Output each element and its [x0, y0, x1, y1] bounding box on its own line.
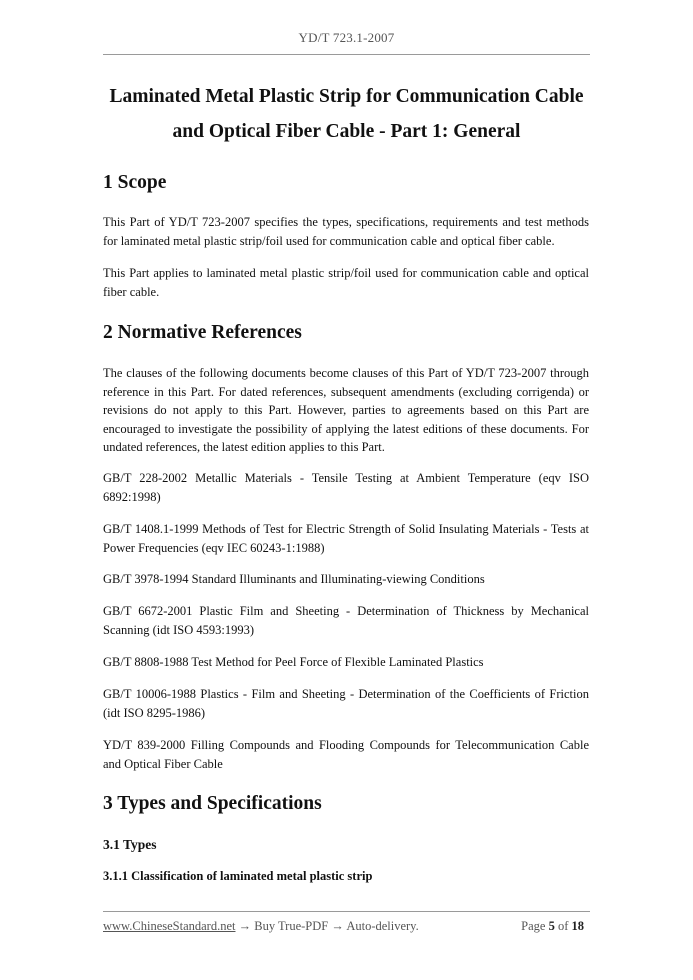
- auto-delivery-text: Auto-delivery.: [346, 919, 419, 933]
- running-header: YD/T 723.1-2007: [298, 30, 395, 45]
- page-label: Page: [521, 919, 546, 933]
- total-pages: 18: [571, 919, 584, 933]
- scope-paragraph-1: This Part of YD/T 723-2007 specifies the types, specifications, requirements and test methods for laminated metal plastic strip/foil used for communication cable and optical fiber cable.: [103, 215, 589, 248]
- of-label: of: [557, 919, 569, 933]
- document-title-line-1: Laminated Metal Plastic Strip for Communication Cable: [109, 86, 584, 107]
- page-number: [521, 919, 584, 934]
- current-page: 5: [548, 919, 555, 933]
- reference-item: GB/T 228-2002 Metallic Materials - Tensile Testing at Ambient Temperature (eqv ISO 6892:1998): [103, 471, 589, 504]
- heading-normative-references: 2 Normative References: [103, 322, 302, 343]
- header-rule: [103, 54, 590, 55]
- heading-types-and-specifications: 3 Types and Specifications: [103, 793, 322, 814]
- arrow-right-icon: →: [331, 919, 344, 933]
- buy-true-pdf-text: Buy True-PDF: [254, 919, 329, 933]
- footer-promo: [103, 919, 419, 934]
- heading-3-1-types: 3.1 Types: [103, 837, 157, 852]
- heading-3-1-1-classification: 3.1.1 Classification of laminated metal plastic strip: [103, 869, 373, 883]
- scope-paragraph-2: This Part applies to laminated metal plastic strip/foil used for communication cable and optical fiber cable.: [103, 266, 589, 299]
- site-link[interactable]: www.ChineseStandard.net: [103, 919, 236, 933]
- reference-item: GB/T 10006-1988 Plastics - Film and Sheeting - Determination of the Coefficients of Friction (idt ISO 8295-1986): [103, 687, 589, 720]
- heading-scope: 1 Scope: [103, 172, 167, 193]
- reference-item: YD/T 839-2000 Filling Compounds and Flooding Compounds for Telecommunication Cable and Optical Fiber Cable: [103, 738, 589, 771]
- document-title-line-2: and Optical Fiber Cable - Part 1: General: [172, 121, 521, 142]
- footer-rule: [103, 911, 590, 912]
- normative-intro-paragraph: The clauses of the following documents become clauses of this Part of YD/T 723-2007 through reference in this Part. For dated references, subsequent amendments (excluding corrigenda) or revisions do not apply to this Part. However, parties to agreements based on this Part are encouraged to investigate the possibility of applying the latest editions of these documents. For undated references, the latest edition applies to this Part.: [103, 366, 589, 454]
- reference-item: GB/T 3978-1994 Standard Illuminants and Illuminating-viewing Conditions: [103, 572, 485, 586]
- reference-item: GB/T 1408.1-1999 Methods of Test for Electric Strength of Solid Insulating Materials - Tests at Power Frequencies (eqv IEC 60243-1:1988): [103, 522, 589, 555]
- reference-item: GB/T 6672-2001 Plastic Film and Sheeting - Determination of Thickness by Mechanical Scanning (idt ISO 4593:1993): [103, 604, 589, 637]
- arrow-right-icon: →: [238, 919, 252, 933]
- reference-item: GB/T 8808-1988 Test Method for Peel Force of Flexible Laminated Plastics: [103, 655, 484, 669]
